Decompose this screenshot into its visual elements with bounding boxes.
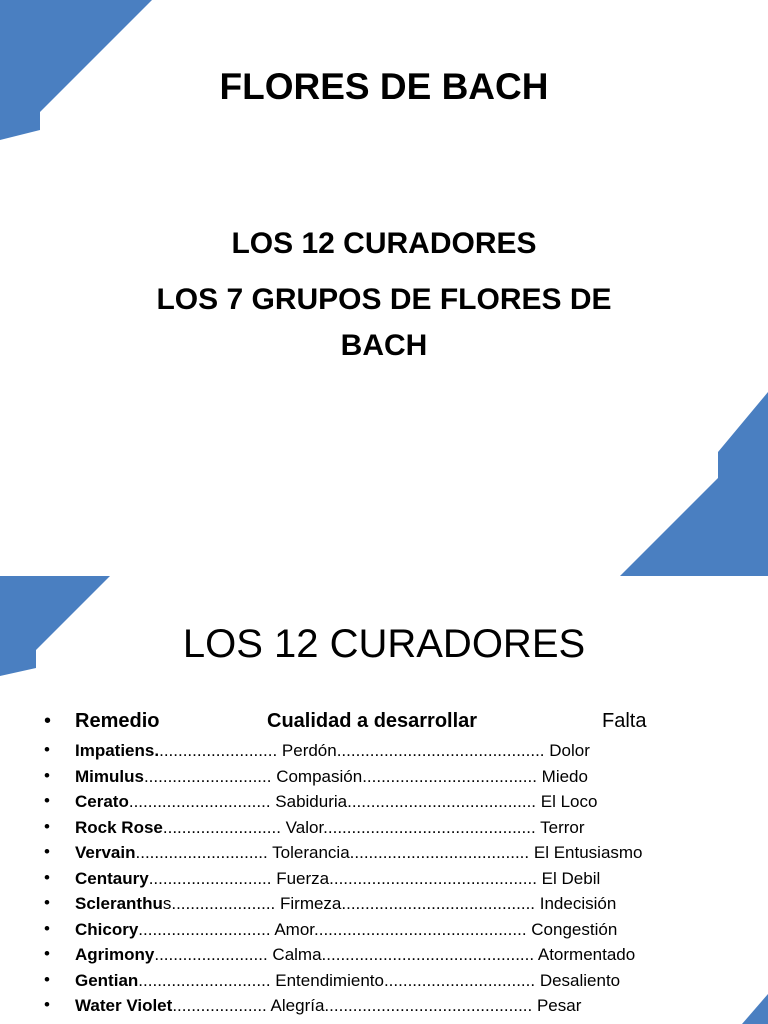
slide-title: LOS 12 CURADORES [182, 622, 586, 666]
list-item [75, 840, 643, 866]
remedy-name: Vervain [75, 843, 136, 862]
remedy-details: s...................... Firmeza......................................... Indecisión [162, 894, 617, 913]
header-remedio: Remedio [75, 710, 160, 732]
remedy-name: Rock Rose [75, 817, 163, 837]
subtitle-line-3: BACH [340, 329, 428, 362]
remedy-name: Centaury [75, 868, 149, 888]
remedy-name: Gentian [75, 970, 139, 990]
remedy-details: ............................ Tolerancia...................................... El Entusiasmo [135, 843, 643, 862]
list-item [75, 764, 588, 790]
remedy-details: .............................. Sabiduria........................................ El Loco [128, 792, 598, 811]
remedy-details: .................... Alegría............................................ Pesar [172, 996, 582, 1015]
header-falta: Falta [602, 710, 647, 732]
list-bullet: • [44, 740, 50, 759]
list-bullet: • [44, 944, 50, 963]
subtitle-line-2: LOS 7 GRUPOS DE FLORES DE [156, 283, 612, 316]
header-bullet: • [44, 710, 52, 732]
list-bullet: • [44, 867, 50, 887]
remedy-details: ......................... Perdón............................................ Dolor [159, 741, 590, 760]
remedy-name: Scleranthu [75, 894, 163, 913]
remedy-name: Water Violet [75, 996, 173, 1015]
list-bullet: • [44, 969, 50, 989]
remedy-name: Chicory [75, 919, 139, 939]
remedy-details: ........................ Calma............................................. Atormentado [154, 945, 636, 964]
remedy-details: ............................ Entendimiento................................ Desaliento [138, 970, 621, 990]
list-item [75, 968, 620, 994]
list-item [75, 993, 581, 1019]
list-bullet: • [44, 816, 50, 836]
list-item [75, 789, 597, 815]
header-cualidad: Cualidad a desarrollar [267, 710, 478, 732]
list-item [75, 738, 590, 764]
remedy-details: ......................... Valor............................................. Terror [162, 817, 585, 837]
remedy-name: Cerato [75, 792, 129, 811]
list-bullet: • [44, 765, 50, 785]
curadores-slide [0, 576, 768, 1024]
list-bullet: • [44, 918, 50, 938]
remedy-details: ............................ Amor............................................. Congestión [138, 919, 618, 939]
list-bullet: • [44, 842, 50, 861]
remedy-name: Agrimony [75, 945, 155, 964]
list-item [75, 917, 617, 943]
list-bullet: • [44, 791, 50, 810]
list-item [75, 815, 585, 841]
list-bullet: • [44, 995, 50, 1014]
list-item [75, 866, 600, 892]
remedy-name: Mimulus [75, 766, 144, 786]
remedy-details: ........................... Compasión..................................... Miedo [143, 766, 588, 786]
list-bullet: • [44, 893, 50, 912]
slide-title: FLORES DE BACH [219, 66, 549, 107]
list-item [75, 942, 635, 968]
remedy-details: .......................... Fuerza............................................ El Debil [148, 868, 601, 888]
subtitle-line-1: LOS 12 CURADORES [231, 227, 537, 260]
list-item [75, 891, 616, 917]
remedy-name: Impatiens. [75, 741, 160, 760]
